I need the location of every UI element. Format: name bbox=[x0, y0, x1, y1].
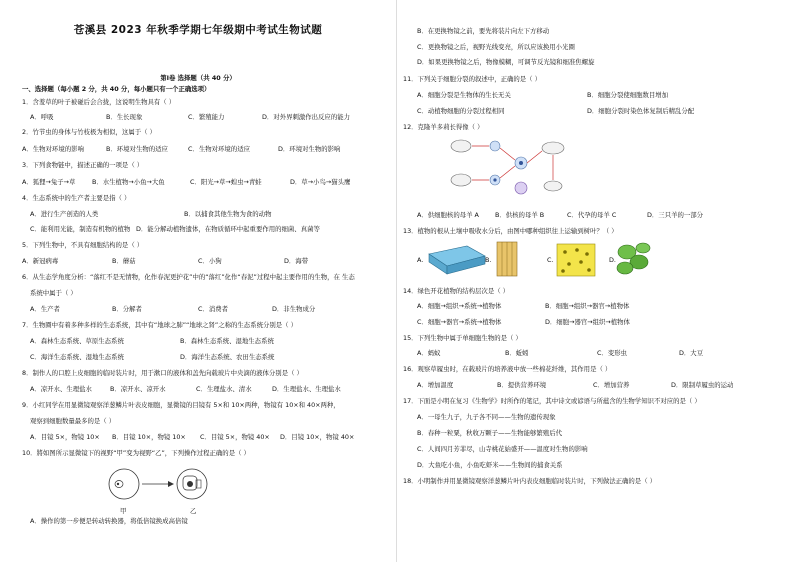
q13-tissue-figures bbox=[427, 240, 687, 280]
q8-option-b: B．凉开水、凉开水 bbox=[110, 385, 166, 393]
q10-option-b: B．在更换物镜之前，要先将装片向左下方移动 bbox=[417, 27, 550, 35]
q11-stem: 11．下列关于细胞分裂的叙述中，正确的是（ ） bbox=[403, 75, 541, 83]
q3-stem: 3．下列食物链中，描述正确的一项是（ ） bbox=[22, 161, 144, 169]
q2-option-d: D．环境对生物的影响 bbox=[278, 145, 341, 153]
q7-stem: 7．生物圈中有着多种多样的生态系统，其中有“地球之肺”“地球之肾”之称的生态系统分别是（ ） bbox=[22, 321, 297, 329]
cell-icon bbox=[490, 141, 500, 151]
q4-stem: 4．生态系统中的生产者主要是指（ ） bbox=[22, 194, 131, 202]
q12-option-d: D．三只羊的一部分 bbox=[647, 211, 704, 219]
q12-cloning-diagram bbox=[445, 136, 575, 202]
q17-option-a: A．一母生九子，九子各不同——生物的遗传现象 bbox=[417, 413, 556, 421]
sheep-a-icon bbox=[451, 140, 471, 152]
q14-option-b: B．细胞→组织→器官→植物体 bbox=[545, 302, 630, 310]
q17-option-c: C．人间四月芳菲尽，山寺桃花始盛开——温度对生物的影响 bbox=[417, 445, 588, 453]
q2-option-c: C．生物对环境的适应 bbox=[188, 145, 250, 153]
q4-option-c: C．能利用光能，制造有机物的植物 bbox=[30, 225, 131, 233]
embryo-icon bbox=[515, 182, 527, 194]
q10-option-c: C．更换物镜之后，视野光线变亮，所以应该换用小光圈 bbox=[417, 43, 575, 51]
q16-stem: 16．观察草履虫时，在载玻片的培养液中放一些棉花纤维，其作用是（ ） bbox=[403, 365, 612, 373]
q2-stem: 2．竹节虫的身体与竹枝极为相似，这属于（ ） bbox=[22, 128, 156, 136]
q1-stem: 1．含羞草的叶子被碰后会合拢，这说明生物具有（ ） bbox=[22, 98, 176, 106]
q11-option-b: B．细胞分裂使细胞数目增加 bbox=[587, 91, 669, 99]
q5-stem: 5．下列生物中，不具有细胞结构的是（ ） bbox=[22, 241, 144, 249]
q4-option-b: B．以捕食其他生物为食的动物 bbox=[184, 210, 272, 218]
q17-option-b: B．春种一粒粟，秋收万颗子——生物能够繁殖后代 bbox=[417, 429, 562, 437]
q11-option-d: D．细胞分裂时染色体复制后精乱分配 bbox=[587, 107, 695, 115]
q17-option-d: D．大鱼吃小鱼，小鱼吃虾米——生物间的捕食关系 bbox=[417, 461, 563, 469]
q11-option-c: C．动植物细胞的分裂过程相同 bbox=[417, 107, 505, 115]
q12-option-c: C．代孕的母羊 C bbox=[567, 211, 617, 219]
q9-line-1: 9．小红同学在用显微镜观察洋葱鳞片叶表皮细胞，显微镜的目镜有 5×和 10×两种，物镜有 10×和 40×两种， bbox=[22, 401, 340, 409]
q5-option-b: B．蘑菇 bbox=[112, 257, 136, 265]
q13-label-a: A. bbox=[417, 256, 424, 264]
q1-option-b: B．生长现象 bbox=[106, 113, 143, 121]
dolly-icon bbox=[544, 181, 562, 191]
q15-option-d: D．大豆 bbox=[679, 349, 704, 357]
q8-option-a: A．凉开水、生理盐水 bbox=[30, 385, 92, 393]
q10-fig-label-right: 乙 bbox=[190, 507, 197, 515]
sheep-b-icon bbox=[451, 174, 471, 186]
q6-option-b: B．分解者 bbox=[112, 305, 142, 313]
q13-label-c: C. bbox=[547, 256, 554, 264]
q11-option-a: A．细胞分裂是生物体的生长无关 bbox=[417, 91, 511, 99]
q7-option-c: C．海洋生态系统、湿地生态系统 bbox=[30, 353, 124, 361]
q18-stem: 18．小明制作并用显微镜观察洋葱鳞片叶内表皮细胞临时装片时，下列做法正确的是（ ） bbox=[403, 477, 657, 485]
q9-option-d: D．目镜 10×，物镜 40× bbox=[280, 433, 355, 441]
q2-option-b: B．环境对生物的适应 bbox=[106, 145, 168, 153]
q10-option-d: D．如果更换物镜之后，物像模糊，可调节反光镜和细准焦螺旋 bbox=[417, 58, 595, 66]
q7-option-a: A．森林生态系统、草原生态系统 bbox=[30, 337, 124, 345]
vessel-tissue-icon bbox=[497, 242, 517, 276]
q1-option-a: A．呼吸 bbox=[30, 113, 54, 121]
q12-stem: 12．克隆羊多莉长得像（ ） bbox=[403, 123, 484, 131]
q9-option-c: C．目镜 5×，物镜 40× bbox=[200, 433, 270, 441]
q3-option-c: C．阳光→草→蝗虫→青蛙 bbox=[190, 178, 262, 186]
q1-option-d: D．对外界刺激作出反应的能力 bbox=[262, 113, 350, 121]
q8-stem: 8．制作人的口腔上皮细胞的临时装片时，用于漱口的液体和盖先向载玻片中央滴的液体分别是（ ） bbox=[22, 369, 303, 377]
q15-stem: 15．下列生物中属于单细胞生物的是（ ） bbox=[403, 334, 522, 342]
q15-option-b: B．蚯蚓 bbox=[505, 349, 529, 357]
q4-option-a: A．进行生产创造的人类 bbox=[30, 210, 99, 218]
q13-label-b: B. bbox=[485, 256, 492, 264]
q6-line-1: 6．从生态学角度分析：“落红不是无情物，化作春泥更护花”中的“落红”化作“春泥”过程中起主要作用的生物，在 生态 bbox=[22, 273, 355, 281]
q16-option-a: A．增加温度 bbox=[417, 381, 454, 389]
q12-option-b: B．供核的母羊 B bbox=[495, 211, 545, 219]
q3-option-a: A．狐狸→兔子→草 bbox=[22, 178, 76, 186]
field-of-view-a-icon bbox=[109, 469, 139, 499]
q14-stem: 14．绿色开花植物的结构层次是（ ） bbox=[403, 287, 510, 295]
sheep-c-icon bbox=[542, 142, 564, 154]
q15-option-a: A．蚂蚁 bbox=[417, 349, 441, 357]
epidermis-tissue-icon bbox=[429, 246, 485, 274]
q3-option-b: B．水生植物→小鱼→大鱼 bbox=[92, 178, 165, 186]
q16-option-c: C．增加营养 bbox=[593, 381, 630, 389]
q6-option-a: A．生产者 bbox=[30, 305, 60, 313]
q5-option-c: C．小狗 bbox=[198, 257, 222, 265]
exam-title: 苍溪县 2023 年秋季学期七年级期中考试生物试题 bbox=[73, 24, 323, 36]
q9-line-2: 观察到细胞数量最多的是（ ） bbox=[30, 417, 116, 425]
q6-option-d: D．非生物成分 bbox=[272, 305, 316, 313]
q1-option-c: C．繁殖能力 bbox=[188, 113, 225, 121]
q9-option-b: B．目镜 10×，物镜 10× bbox=[112, 433, 186, 441]
q14-option-a: A．细胞→组织→系统→植物体 bbox=[417, 302, 502, 310]
q6-line-2: 系统中属于（ ） bbox=[30, 289, 77, 297]
green-tissue-icon bbox=[617, 243, 650, 274]
q2-option-a: A．生物对环境的影响 bbox=[22, 145, 84, 153]
q14-option-d: D．细胞→器官→组织→植物体 bbox=[545, 318, 630, 326]
q13-stem: 13．植物的根从土壤中吸收水分后，由图中哪种组织往上运输到树叶？（ ） bbox=[403, 227, 618, 235]
q16-option-d: D．限制草履虫的运动 bbox=[671, 381, 734, 389]
q16-option-b: B．提供营养环境 bbox=[497, 381, 547, 389]
q9-option-a: A．目镜 5×，物镜 10× bbox=[30, 433, 100, 441]
q14-option-c: C．细胞→器官→系统→植物体 bbox=[417, 318, 502, 326]
q8-option-d: D．生理盐水、生理盐水 bbox=[272, 385, 341, 393]
part-heading: 第Ⅰ卷 选择题（共 40 分） bbox=[160, 74, 236, 82]
q5-option-a: A．新冠病毒 bbox=[22, 257, 59, 265]
nutrient-tissue-icon bbox=[557, 244, 595, 276]
q5-option-d: D．海带 bbox=[284, 257, 309, 265]
q7-option-d: D．海洋生态系统、农田生态系统 bbox=[180, 353, 275, 361]
q17-stem: 17．下面是小明在复习《生物学》时所作的笔记，其中诗文或谚语与所蕴含的生物学知识不对应的是（ ） bbox=[403, 397, 701, 405]
q12-option-a: A．供细胞核的母羊 A bbox=[417, 211, 479, 219]
column-divider bbox=[396, 0, 397, 562]
q10-fig-label-left: 甲 bbox=[120, 507, 127, 515]
q3-option-d: D．草→小鸟→猫头鹰 bbox=[290, 178, 351, 186]
q13-label-d: D. bbox=[609, 256, 616, 264]
q15-option-c: C．变形虫 bbox=[597, 349, 628, 357]
q6-option-c: C．消费者 bbox=[198, 305, 229, 313]
section-heading: 一、选择题（每小题 2 分，共 40 分，每小题只有一个正确选项） bbox=[22, 85, 211, 93]
q10-option-a: A．操作的第一步便是转动转换器，将低倍镜换成高倍镜 bbox=[30, 517, 188, 525]
q8-option-c: C．生理盐水、清水 bbox=[196, 385, 252, 393]
q10-stem: 10．將如图所示显微镜下的视野“甲”变为视野“乙”，下列操作过程正确的是（ ） bbox=[22, 449, 250, 457]
q4-option-d: D．能分解动植物遗体，在物质循环中起重要作用的细菌、真菌等 bbox=[136, 225, 320, 233]
q10-microscope-figure bbox=[100, 462, 220, 506]
q7-option-b: B．森林生态系统、湿地生态系统 bbox=[180, 337, 274, 345]
